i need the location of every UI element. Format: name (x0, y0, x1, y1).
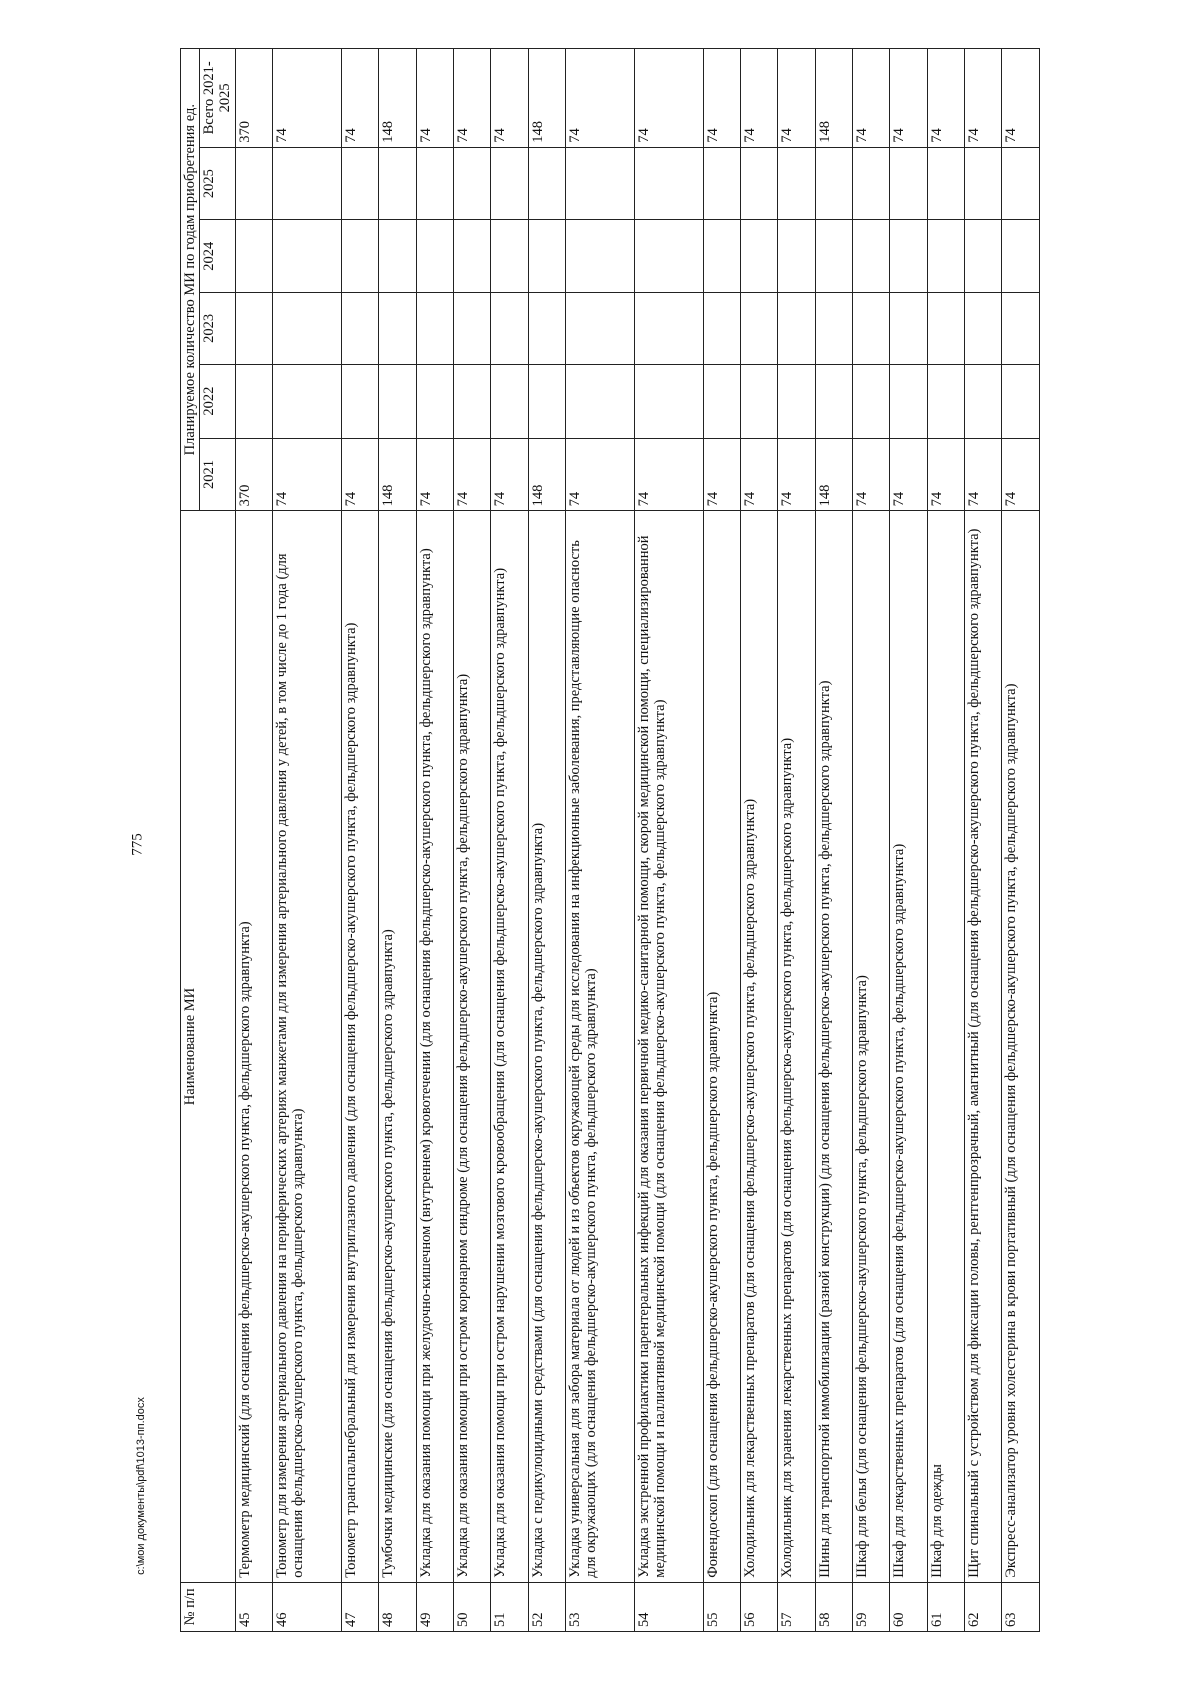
qty-2024 (778, 220, 815, 293)
qty-2025 (416, 147, 453, 220)
row-number: 46 (273, 1582, 342, 1631)
qty-2022 (235, 364, 272, 438)
item-name: Шкаф для лекарственных препаратов (для оснащения фельдшерско-акушерского пункта, фельдшерского здравпункта) (890, 511, 927, 1582)
qty-2021: 74 (741, 438, 778, 511)
table-row (528, 49, 565, 1632)
row-number: 52 (528, 1582, 565, 1631)
qty-total: 74 (890, 49, 927, 148)
qty-2025 (1002, 147, 1040, 220)
qty-2022 (703, 364, 740, 438)
qty-2021: 370 (235, 438, 272, 511)
qty-2025 (491, 147, 528, 220)
qty-2023 (741, 293, 778, 365)
qty-2025 (927, 147, 964, 220)
qty-2025 (778, 147, 815, 220)
row-number: 59 (853, 1582, 890, 1631)
qty-2022 (379, 364, 416, 438)
qty-2023 (703, 293, 740, 365)
header-planned: Планируемое количество МИ по годам приобретения ед. (181, 49, 200, 511)
item-name: Тумбочки медицинские (для оснащения фельдшерско-акушерского пункта, фельдшерского здравпункта) (379, 511, 416, 1582)
qty-2021: 74 (273, 438, 342, 511)
table-row (565, 49, 634, 1632)
table-row (235, 49, 272, 1632)
qty-2023 (634, 293, 703, 365)
footer-file-path: c:\мои документы\pdf\1013-пп.docx (135, 1397, 147, 1575)
qty-2023 (853, 293, 890, 365)
qty-total: 74 (703, 49, 740, 148)
row-number: 54 (634, 1582, 703, 1631)
row-number: 47 (341, 1582, 378, 1631)
item-name: Шкаф для белья (для оснащения фельдшерско-акушерского пункта, фельдшерского здравпункта) (853, 511, 890, 1582)
qty-2022 (741, 364, 778, 438)
qty-2025 (528, 147, 565, 220)
qty-2025 (741, 147, 778, 220)
qty-2025 (853, 147, 890, 220)
table-row (416, 49, 453, 1632)
qty-2023 (273, 293, 342, 365)
table-row (453, 49, 490, 1632)
qty-total: 74 (778, 49, 815, 148)
qty-2025 (341, 147, 378, 220)
table-row (890, 49, 927, 1632)
qty-total: 74 (634, 49, 703, 148)
qty-total: 74 (341, 49, 378, 148)
qty-2023 (453, 293, 490, 365)
header-total: Всего 2021-2025 (200, 49, 235, 148)
equipment-table (180, 48, 1040, 1632)
qty-2024 (890, 220, 927, 293)
row-number: 45 (235, 1582, 272, 1631)
qty-2023 (235, 293, 272, 365)
qty-2022 (528, 364, 565, 438)
table-row (273, 49, 342, 1632)
qty-2024 (453, 220, 490, 293)
qty-total: 370 (235, 49, 272, 148)
qty-2023 (1002, 293, 1040, 365)
table-row (703, 49, 740, 1632)
item-name: Экспресс-анализатор уровня холестерина в крови портативный (для оснащения фельдшерско-акушерского пункта, фельдшерского здравпункта) (1002, 511, 1040, 1582)
qty-total: 74 (741, 49, 778, 148)
qty-2022 (965, 364, 1002, 438)
qty-total: 148 (528, 49, 565, 148)
qty-2023 (565, 293, 634, 365)
qty-2023 (890, 293, 927, 365)
qty-2023 (528, 293, 565, 365)
qty-2024 (341, 220, 378, 293)
item-name: Укладка экстренной профилактики парентеральных инфекций для оказания первичной медико-санитарной помощи, скорой медицинской помощи, специализированной медицинской помощи и паллиативной медицинской помощи (для оснащения фельдшерско-акушерского пункта, фельдшерского здравпункта) (634, 511, 703, 1582)
row-number: 56 (741, 1582, 778, 1631)
qty-2023 (341, 293, 378, 365)
qty-2022 (890, 364, 927, 438)
table-row (341, 49, 378, 1632)
qty-2021: 74 (634, 438, 703, 511)
qty-2022 (416, 364, 453, 438)
qty-2022 (1002, 364, 1040, 438)
qty-total: 74 (416, 49, 453, 148)
row-number: 57 (778, 1582, 815, 1631)
qty-2025 (703, 147, 740, 220)
qty-2022 (341, 364, 378, 438)
row-number: 51 (491, 1582, 528, 1631)
qty-total: 74 (565, 49, 634, 148)
item-name: Шкаф для одежды (927, 511, 964, 1582)
item-name: Укладка для оказания помощи при остром нарушении мозгового кровообращения (для оснащения фельдшерско-акушерского пункта, фельдшерского здравпункта) (491, 511, 528, 1582)
qty-2022 (273, 364, 342, 438)
row-number: 53 (565, 1582, 634, 1631)
qty-2023 (491, 293, 528, 365)
qty-2023 (965, 293, 1002, 365)
qty-2024 (703, 220, 740, 293)
qty-2022 (778, 364, 815, 438)
item-name: Холодильник для хранения лекарственных препаратов (для оснащения фельдшерско-акушерского пункта, фельдшерского здравпункта) (778, 511, 815, 1582)
qty-total: 74 (491, 49, 528, 148)
qty-2025 (815, 147, 852, 220)
header-year-2025: 2025 (200, 147, 235, 220)
table-row (927, 49, 964, 1632)
qty-2022 (453, 364, 490, 438)
row-number: 49 (416, 1582, 453, 1631)
qty-2021: 148 (379, 438, 416, 511)
qty-2024 (565, 220, 634, 293)
qty-2022 (815, 364, 852, 438)
table-row (815, 49, 852, 1632)
qty-2021: 74 (491, 438, 528, 511)
row-number: 60 (890, 1582, 927, 1631)
qty-2021: 148 (528, 438, 565, 511)
row-number: 48 (379, 1582, 416, 1631)
header-year-2023: 2023 (200, 293, 235, 365)
qty-2025 (379, 147, 416, 220)
qty-total: 74 (1002, 49, 1040, 148)
qty-2021: 74 (890, 438, 927, 511)
qty-total: 148 (815, 49, 852, 148)
item-name: Тонометр транспальпебральный для измерения внутриглазного давления (для оснащения фельдшерско-акушерского пункта, фельдшерского здравпункта) (341, 511, 378, 1582)
qty-2024 (491, 220, 528, 293)
item-name: Фонендоскоп (для оснащения фельдшерско-акушерского пункта, фельдшерского здравпункта) (703, 511, 740, 1582)
qty-2023 (379, 293, 416, 365)
row-number: 61 (927, 1582, 964, 1631)
qty-2024 (965, 220, 1002, 293)
qty-2022 (565, 364, 634, 438)
qty-total: 74 (853, 49, 890, 148)
table-row (853, 49, 890, 1632)
qty-total: 74 (927, 49, 964, 148)
header-name: Наименование МИ (181, 511, 236, 1582)
item-name: Укладка универсальная для забора материала от людей и из объектов окружающей среды для исследования на инфекционные заболевания, представляющие опасность для окружающих (для оснащения фельдшерско-акушерского пункта, фельдшерского здравпункта) (565, 511, 634, 1582)
qty-2022 (927, 364, 964, 438)
qty-2025 (634, 147, 703, 220)
item-name: Холодильник для лекарственных препаратов (для оснащения фельдшерско-акушерского пункта, фельдшерского здравпункта) (741, 511, 778, 1582)
qty-2021: 74 (853, 438, 890, 511)
item-name: Щит спинальный с устройством для фиксации головы, рентгенпрозрачный, амагнитный (для оснащения фельдшерско-акушерского пункта, фельдшерского здравпункта) (965, 511, 1002, 1582)
table-body (235, 49, 1039, 1632)
qty-2022 (491, 364, 528, 438)
qty-2025 (890, 147, 927, 220)
qty-2023 (815, 293, 852, 365)
qty-2024 (927, 220, 964, 293)
qty-2024 (235, 220, 272, 293)
table-row (491, 49, 528, 1632)
qty-2021: 74 (778, 438, 815, 511)
qty-2021: 74 (416, 438, 453, 511)
header-year-2024: 2024 (200, 220, 235, 293)
qty-2025 (273, 147, 342, 220)
qty-2023 (416, 293, 453, 365)
qty-2024 (1002, 220, 1040, 293)
row-number: 55 (703, 1582, 740, 1631)
item-name: Укладка для оказания помощи при остром коронарном синдроме (для оснащения фельдшерско-акушерского пункта, фельдшерского здравпункта) (453, 511, 490, 1582)
qty-total: 74 (965, 49, 1002, 148)
qty-2021: 74 (927, 438, 964, 511)
qty-total: 148 (379, 49, 416, 148)
qty-2023 (778, 293, 815, 365)
qty-2024 (416, 220, 453, 293)
qty-2025 (453, 147, 490, 220)
item-name: Шины для транспортной иммобилизации (разной конструкции) (для оснащения фельдшерско-акушерского пункта, фельдшерского здравпункта) (815, 511, 852, 1582)
qty-total: 74 (273, 49, 342, 148)
qty-2021: 74 (565, 438, 634, 511)
qty-2024 (634, 220, 703, 293)
rotated-table-container (180, 48, 1040, 1632)
table-row (778, 49, 815, 1632)
header-number: № п/п (181, 1582, 236, 1631)
item-name: Термометр медицинский (для оснащения фельдшерско-акушерского пункта, фельдшерского здравпункта) (235, 511, 272, 1582)
qty-2021: 148 (815, 438, 852, 511)
qty-2025 (235, 147, 272, 220)
qty-2025 (965, 147, 1002, 220)
qty-2024 (379, 220, 416, 293)
page-number: 775 (129, 833, 146, 856)
header-year-2022: 2022 (200, 364, 235, 438)
qty-2021: 74 (965, 438, 1002, 511)
row-number: 50 (453, 1582, 490, 1631)
table-row (1002, 49, 1040, 1632)
item-name: Укладка с педикулоцидными средствами (для оснащения фельдшерско-акушерского пункта, фельдшерского здравпункта) (528, 511, 565, 1582)
qty-2024 (273, 220, 342, 293)
qty-2022 (634, 364, 703, 438)
qty-total: 74 (453, 49, 490, 148)
qty-2021: 74 (453, 438, 490, 511)
table-row (634, 49, 703, 1632)
item-name: Тонометр для измерения артериального давления на периферических артериях манжетами для измерения артериального давления у детей, в том числе до 1 года (для оснащения фельдшерско-акушерского пункта, фельдшерского здравпункта) (273, 511, 342, 1582)
qty-2024 (853, 220, 890, 293)
row-number: 63 (1002, 1582, 1040, 1631)
qty-2024 (528, 220, 565, 293)
qty-2022 (853, 364, 890, 438)
qty-2024 (815, 220, 852, 293)
table-row (741, 49, 778, 1632)
qty-2025 (565, 147, 634, 220)
qty-2024 (741, 220, 778, 293)
qty-2021: 74 (703, 438, 740, 511)
row-number: 58 (815, 1582, 852, 1631)
row-number: 62 (965, 1582, 1002, 1631)
table-row (379, 49, 416, 1632)
qty-2023 (927, 293, 964, 365)
table-row (965, 49, 1002, 1632)
header-year-2021: 2021 (200, 438, 235, 511)
item-name: Укладка для оказания помощи при желудочно-кишечном (внутреннем) кровотечении (для оснащения фельдшерско-акушерского пункта, фельдшерского здравпункта) (416, 511, 453, 1582)
qty-2021: 74 (341, 438, 378, 511)
qty-2021: 74 (1002, 438, 1040, 511)
